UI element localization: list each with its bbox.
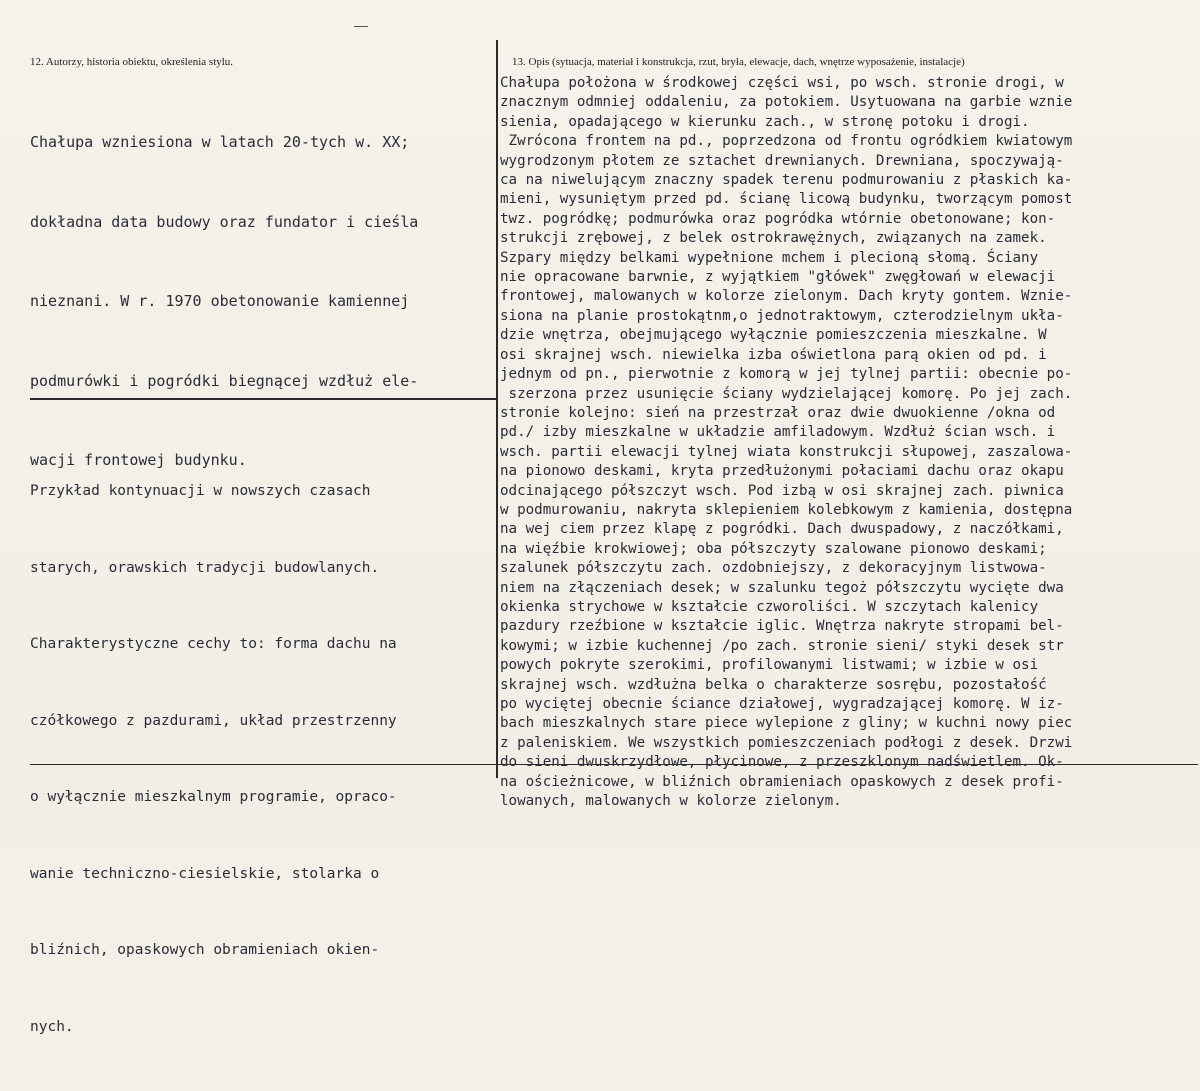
text-line: odcinającego półszczyt wsch. Pod izbą w osi skrajnej zach. piwnica	[500, 482, 1064, 499]
text-line: szerzona przez usunięcie ściany wydzielającej komorę. Po jej zach.	[500, 385, 1073, 402]
text-line: twz. pogródkę; podmurówka oraz pogródka wtórnie obetonowane; kon-	[500, 210, 1056, 227]
text-line: skrajnej wsch. wzdłużna belka o charakterze sosrębu, pozostałość	[500, 676, 1047, 693]
section-13-text	[500, 74, 1198, 811]
text-line: do sieni dwuskrzydłowe, płycinowe, z przeszklonym nadświetlem. Ok-	[500, 754, 1064, 771]
text-line: lowanych, malowanych w kolorze zielonym.	[500, 793, 842, 810]
text-line: nych.	[30, 1018, 74, 1035]
text-line: Chałupa położona w środkowej części wsi, po wsch. stronie drogi, w	[500, 75, 1064, 91]
text-line: siona na planie prostokątnm,o jednotraktowym, czterodzielnym ukła-	[500, 307, 1064, 324]
text-line: dzie wnętrza, obejmującego wyłącznie pomieszczenia mieszkalne. W	[500, 327, 1047, 344]
text-line: powych pokryte szerokimi, profilowanymi listwami; w izbie w osi	[500, 657, 1039, 674]
text-line: znacznym odmniej oddaleniu, za potokiem. Usytuowana na garbie wznie	[500, 94, 1073, 111]
text-line: o wyłącznie mieszkalnym programie, opraco-	[30, 789, 397, 805]
text-line: pazdury rzeźbione w kształcie iglic. Wnętrza nakryte stropami bel-	[500, 618, 1064, 635]
text-line: szalunek półszczytu zach. ozdobniejszy, z dekoracyjnym listwowa-	[500, 560, 1047, 577]
text-line: po wyciętej obecnie ściance działowej, wygradzającej komorę. W iz-	[500, 696, 1064, 712]
text-line: czółkowego z pazdurami, układ przestrzenny	[30, 712, 397, 729]
text-line: wygrodzonym płotem ze sztachet drewnianych. Drewniana, spoczywają-	[500, 152, 1064, 169]
text-line: w podmurowaniu, nakryta sklepieniem kolebkowym z kamienia, dostępna	[500, 501, 1073, 518]
text-line: okienka strychowe w kształcie czworoliści. W szczytach kalenicy	[500, 598, 1039, 615]
text-line: strukcji zrębowej, z belek ostrokrawężnych, związanych na zamek.	[500, 230, 1047, 247]
text-line: starych, orawskich tradycji budowlanych.	[30, 559, 380, 576]
text-line: jednym od pn., pierwotnie z komorą w jej tylnej partii: obecnie po-	[500, 366, 1073, 383]
text-line: wsch. partii elewacji tylnej wiata konstrukcji słupowej, zaszalowa-	[500, 443, 1073, 460]
text-line: mieni, wysuniętym przed pd. ścianę licową budynku, tworzącym pomost	[500, 191, 1073, 208]
text-line: nie opracowane barwnie, z wyjątkiem "główek" zwęgłowań w elewacji	[500, 269, 1056, 286]
text-line: na wej ciem przez klapę z pogródki. Dach dwuspadowy, z naczółkami,	[500, 521, 1064, 538]
column-divider	[496, 40, 498, 778]
section-13-heading: 13. Opis (sytuacja, materiał i konstrukcja, rzut, bryła, elewacje, dach, wnętrze wyposażenie, instalacje)	[512, 56, 965, 68]
text-line: nieznani. W r. 1970 obetonowanie kamiennej	[30, 292, 410, 310]
text-line: pd./ izby mieszkalne w układzie amfiladowym. Wzdłuż ścian wsch. i	[500, 424, 1056, 441]
text-line: wanie techniczno-ciesielskie, stolarka o	[30, 865, 380, 882]
page-mark	[354, 26, 368, 27]
section-12-heading: 12. Autorzy, historia obiektu, określenia stylu.	[30, 56, 234, 68]
text-line: na pionowo deskami, kryta przedłużonymi połaciami dachu oraz okapu	[500, 463, 1064, 480]
text-line: niem na złączeniach desek; w szalunku tegoż półszczytu wycięte dwa	[500, 579, 1064, 596]
text-line: Zwrócona frontem na pd., poprzedzona od frontu ogródkiem kwiatowym	[500, 133, 1073, 150]
text-line: Chałupa wzniesiona w latach 20-tych w. XX;	[30, 133, 410, 151]
text-line: bach mieszkalnych stare piece wylepione z gliny; w kuchni nowy piec	[500, 715, 1073, 732]
text-line: Przykład kontynuacji w nowszych czasach	[30, 483, 371, 499]
text-line: bliźnich, opaskowych obramieniach okien-	[30, 942, 380, 958]
text-line: stronie kolejno: sień na przestrzał oraz dwie dwuokienne /okna od	[500, 404, 1056, 421]
text-line: frontowej, malowanych w kolorze zielonym. Dach kryty gontem. Wznie-	[500, 288, 1073, 305]
text-line: na więźbie krokwiowej; oba półszczyty szalowane pionowo deskami;	[500, 540, 1047, 557]
text-line: podmurówki i pogródki biegnącej wzdłuż ele-	[30, 371, 419, 390]
text-line: na ościeżnicowe, w bliźnich obramieniach opaskowych z desek profi-	[500, 773, 1064, 790]
text-line: ca na niwelującym znaczny spadek terenu podmurowaniu z płaskich ka-	[500, 172, 1073, 189]
text-line: osi skrajnej wsch. niewielka izba oświetlona parą okien od pd. i	[500, 346, 1047, 363]
section-notes-text	[30, 428, 397, 1091]
text-line: Szpary między belkami wypełnione mchem i plecioną słomą. Ściany	[500, 249, 1039, 266]
text-line: wacji frontowej budynku.	[30, 451, 247, 469]
text-line: kowymi; w izbie kuchennej /po zach. stronie sieni/ styki desek str	[500, 637, 1064, 654]
text-line: sienia, opadającego w kierunku zach., w stronę potoku i drogi.	[500, 113, 1030, 130]
text-line: dokładna data budowy oraz fundator i cieśla	[30, 212, 419, 231]
text-line: Charakterystyczne cechy to: forma dachu na	[30, 636, 397, 652]
text-line: z paleniskiem. We wszystkich pomieszczeniach podłogi z desek. Drzwi	[500, 734, 1073, 751]
